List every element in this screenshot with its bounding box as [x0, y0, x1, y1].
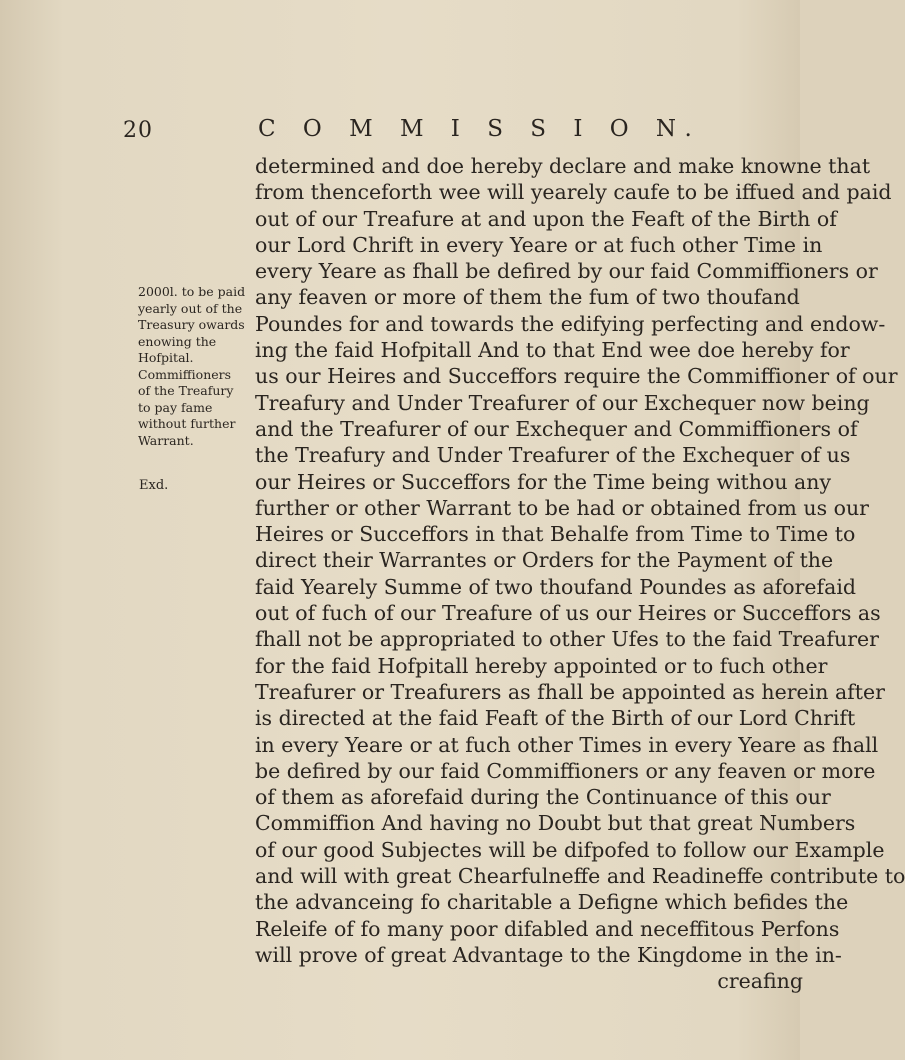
- text-line: for the faid Hofpitall hereby appointed or to fuch other: [255, 653, 828, 678]
- text-line: ing the faid Hofpitall And to that End wee doe hereby for: [255, 338, 850, 363]
- margin-note-line: yearly out of the: [138, 300, 243, 316]
- text-line: Poundes for and towards the edifying perfecting and endow-: [255, 311, 886, 336]
- text-line: the Treafury and Under Treafurer of the Exchequer of us: [255, 443, 851, 468]
- margin-note: [138, 284, 256, 449]
- margin-note-line: Treasury owards: [138, 317, 245, 332]
- margin-note-line: Warrant.: [138, 432, 194, 448]
- text-line: and will with great Chearfulneffe and Readineffe contribute to: [255, 864, 905, 889]
- text-line: our Lord Chrift in every Yeare or at fuch other Time in: [255, 232, 823, 257]
- margin-note-line: 2000l. to be paid: [138, 284, 246, 299]
- text-line: direct their Warrantes or Orders for the Payment of the: [255, 548, 834, 573]
- margin-ex-note: Exd.: [139, 478, 169, 493]
- text-line: Heires or Succeffors in that Behalfe from Time to Time to: [255, 522, 856, 547]
- text-line: Releife of fo many poor difabled and neceffitous Perfons: [255, 916, 840, 941]
- catchword: creafing: [717, 969, 803, 994]
- text-line: out of our Treafure at and upon the Feaft of the Birth of: [255, 206, 837, 231]
- text-line: Treafury and Under Treafurer of our Exchequer now being: [255, 390, 870, 415]
- page-number: 20: [123, 118, 153, 143]
- text-line: every Yeare as fhall be defired by our faid Commiffioners or: [255, 259, 878, 284]
- text-line: the advanceing fo charitable a Defigne which befides the: [255, 890, 849, 915]
- text-line: of our good Subjectes will be difpofed to follow our Example: [255, 837, 885, 862]
- text-line: will prove of great Advantage to the Kingdome in the in-: [255, 942, 842, 967]
- margin-note-line: without further: [138, 416, 236, 431]
- text-line: and the Treafurer of our Exchequer and Commiffioners of: [255, 416, 858, 441]
- text-line: determined and doe hereby declare and make knowne that: [255, 154, 871, 178]
- text-line: any feaven or more of them the fum of two thoufand: [255, 285, 800, 310]
- margin-note-line: to pay fame: [138, 399, 213, 415]
- text-line: us our Heires and Succeffors require the Commiffioner of our: [255, 364, 898, 389]
- text-line: in every Yeare or at fuch other Times in every Yeare as fhall: [255, 732, 879, 757]
- text-line: Commiffion And having no Doubt but that great Numbers: [255, 811, 856, 836]
- text-line: our Heires or Succeffors for the Time being withou any: [255, 469, 832, 494]
- margin-note-line: Hofpital.: [138, 350, 194, 365]
- text-line: of them as aforefaid during the Continuance of this our: [255, 785, 831, 810]
- text-line: Treafurer or Treafurers as fhall be appointed as herein after: [255, 679, 885, 704]
- text-line: is directed at the faid Feaft of the Birth of our Lord Chrift: [255, 706, 856, 731]
- body-text: [255, 153, 905, 995]
- margin-note-line: enowing the: [138, 333, 217, 349]
- text-line: be defired by our faid Commiffioners or any feaven or more: [255, 758, 876, 783]
- running-head: C O M M I S S I O N.: [258, 116, 702, 142]
- text-line: out of fuch of our Treafure of us our Heires or Succeffors as: [255, 601, 881, 626]
- text-line: fhall not be appropriated to other Ufes to the faid Treafurer: [255, 627, 879, 652]
- text-line: faid Yearely Summe of two thoufand Poundes as aforefaid: [255, 574, 857, 599]
- margin-note-line: Commiffioners: [138, 366, 232, 382]
- text-line: from thenceforth wee will yearely caufe to be iffued and paid: [255, 180, 892, 205]
- text-line: further or other Warrant to be had or obtained from us our: [255, 495, 869, 520]
- margin-note-line: of the Treafury: [138, 383, 234, 398]
